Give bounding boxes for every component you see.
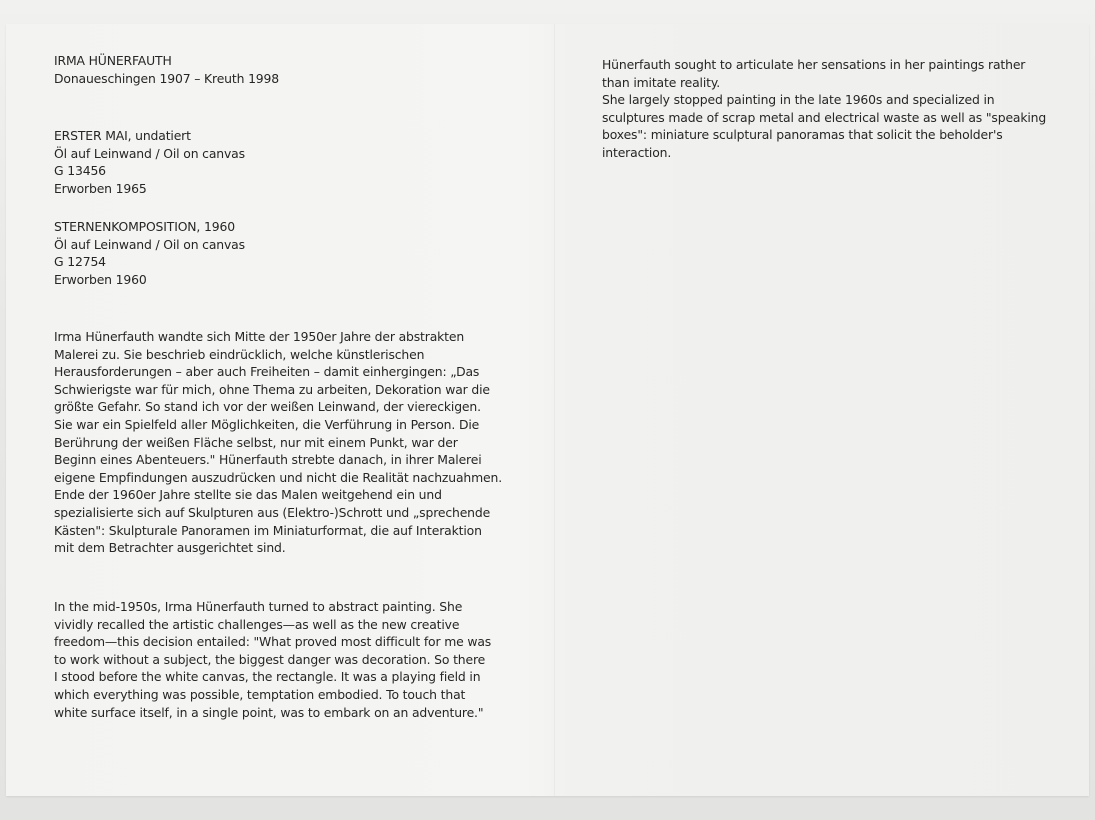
paragraph-line: spezialisierte sich auf Skulpturen aus (Elektro-)Schrott und „sprechende xyxy=(54,504,491,520)
artwork-title: ERSTER MAI, undatiert xyxy=(54,128,191,143)
paragraph-line: Beginn eines Abenteuers." Hünerfauth strebte danach, in ihrer Malerei xyxy=(54,452,482,468)
paragraph-line: eigene Empfindungen auszudrücken und nicht die Realität nachzuahmen. xyxy=(54,469,503,485)
paragraph-line: She largely stopped painting in the late 1960s and specialized in xyxy=(602,92,995,108)
artwork-entry xyxy=(54,218,245,288)
paragraph-line: Malerei zu. Sie beschrieb eindrücklich, welche künstlerischen xyxy=(54,346,425,362)
artist-header xyxy=(54,52,279,87)
paragraph-line: Herausforderungen – aber auch Freiheiten – damit einhergingen: „Das xyxy=(54,364,480,380)
artwork-title: STERNENKOMPOSITION, 1960 xyxy=(54,219,235,234)
artwork-medium: Öl auf Leinwand / Oil on canvas xyxy=(54,236,245,252)
paragraph-line: Berührung der weißen Fläche selbst, nur mit einem Punkt, war der xyxy=(54,434,458,450)
artwork-acquisition: Erworben 1965 xyxy=(54,180,147,196)
paragraph-line: größte Gefahr. So stand ich vor der weißen Leinwand, der viereckigen. xyxy=(54,399,481,415)
paragraph-line: than imitate reality. xyxy=(602,74,721,90)
paragraph-line: sculptures made of scrap metal and electrical waste as well as "speaking xyxy=(602,109,1047,125)
english-description-continued xyxy=(602,56,1046,162)
paragraph-line: freedom—this decision entailed: "What proved most difficult for me was xyxy=(54,634,492,650)
artist-lifespan: Donaueschingen 1907 – Kreuth 1998 xyxy=(54,70,280,86)
german-description xyxy=(54,328,502,557)
paragraph-line: Sie war ein Spielfeld aller Möglichkeiten, die Verführung in Person. Die xyxy=(54,416,480,432)
english-description xyxy=(54,598,491,721)
paragraph-line: I stood before the white canvas, the rectangle. It was a playing field in xyxy=(54,669,481,685)
artwork-inventory-number: G 13456 xyxy=(54,163,106,179)
paragraph-line: Kästen": Skulpturale Panoramen im Miniaturformat, die auf Interaktion xyxy=(54,522,482,538)
artwork-inventory-number: G 12754 xyxy=(54,254,106,270)
paragraph-line: In the mid-1950s, Irma Hünerfauth turned to abstract painting. She xyxy=(54,599,463,614)
artwork-acquisition: Erworben 1960 xyxy=(54,271,147,287)
artwork-entry xyxy=(54,127,245,197)
paragraph-line: Ende der 1960er Jahre stellte sie das Malen weitgehend ein und xyxy=(54,487,442,503)
card-fold-line xyxy=(554,24,555,796)
artist-name: IRMA HÜNERFAUTH xyxy=(54,53,172,68)
paragraph-line: Schwierigste war für mich, ohne Thema zu arbeiten, Dekoration war die xyxy=(54,381,490,397)
paragraph-line: which everything was possible, temptation embodied. To touch that xyxy=(54,686,466,702)
paragraph-line: Irma Hünerfauth wandte sich Mitte der 1950er Jahre der abstrakten xyxy=(54,329,465,344)
paragraph-line: Hünerfauth sought to articulate her sensations in her paintings rather xyxy=(602,57,1026,72)
paragraph-line: to work without a subject, the biggest danger was decoration. So there xyxy=(54,651,486,667)
paragraph-line: white surface itself, in a single point, was to embark on an adventure." xyxy=(54,704,484,720)
paragraph-line: interaction. xyxy=(602,144,672,160)
paragraph-line: boxes": miniature sculptural panoramas that solicit the beholder's xyxy=(602,127,1003,143)
paragraph-line: vividly recalled the artistic challenges—as well as the new creative xyxy=(54,616,460,632)
artwork-medium: Öl auf Leinwand / Oil on canvas xyxy=(54,145,245,161)
paragraph-line: mit dem Betrachter ausgerichtet sind. xyxy=(54,540,286,556)
